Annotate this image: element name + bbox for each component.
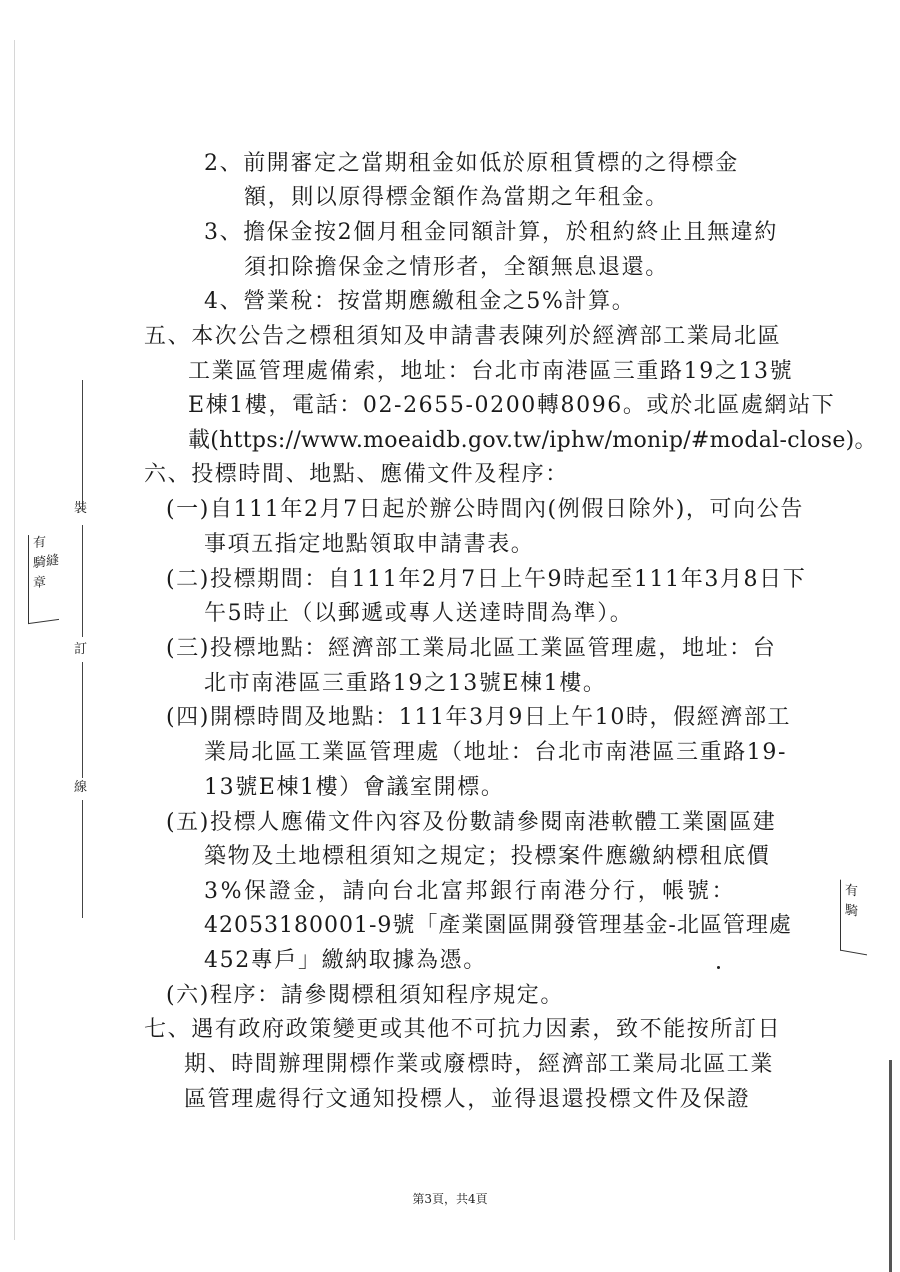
section-6-5-line-2: 築物及土地標租須知之規定；投標案件應繳納標租底價 [204,844,771,869]
binding-line [82,800,83,918]
binding-mark-top: 裝 [74,501,88,516]
seam-stamp-left-text: 騎縫 [33,552,60,572]
section-6-5-line-3: 3%保證金，請向台北富邦銀行南港分行，帳號： [204,879,737,904]
section-7-line-1: 七、遇有政府政策變更或其他不可抗力因素，致不能按所訂日 [144,1017,782,1042]
seam-stamp-right-text: 騎 [845,902,859,920]
seam-stamp-right-text: 有 [845,882,859,900]
section-7-line-2: 期、時間辦理開標作業或廢標時，經濟部工業局北區工業 [184,1052,775,1077]
seam-stamp-left [28,531,59,624]
section-5-line-3: E棟1樓，電話：02-2655-0200轉8096。或於北區處網站下 [188,393,836,418]
binding-line [82,662,83,778]
item-3-line-2: 須扣除擔保金之情形者，全額無息退還。 [244,255,669,280]
section-6-4-line-1: (四)開標時間及地點：111年3月9日上午10時，假經濟部工 [166,705,792,730]
seam-stamp-left-text: 有 [33,534,47,552]
section-6-5-line-4: 42053180001-9號「產業園區開發管理基金-北區管理處 [204,913,792,938]
binding-mark-bottom: 線 [74,780,88,795]
section-6-2-line-2: 午5時止（以郵遞或專人送達時間為準）。 [204,601,634,626]
seam-stamp-left-text: 章 [33,574,47,592]
binding-line [82,525,83,637]
page-footer: 第3頁，共4頁 [412,1192,488,1206]
section-5-line-4: 載(https://www.moeaidb.gov.tw/iphw/monip/#modal-close)。 [188,428,877,453]
section-6-6-line-1: (六)程序：請參閱標租須知程序規定。 [166,983,564,1008]
scan-edge-right [889,1060,892,1272]
binding-mark-middle: 訂 [74,642,88,657]
item-3-line-1: 3、擔保金按2個月租金同額計算，於租約終止且無違約 [204,220,778,245]
section-6-4-line-3: 13號E棟1樓）會議室開標。 [204,775,505,800]
section-7-line-3: 區管理處得行文通知投標人，並得退還投標文件及保證 [184,1087,751,1112]
section-6-3-line-2: 北市南港區三重路19之13號E棟1樓。 [204,671,607,696]
section-6-heading: 六、投標時間、地點、應備文件及程序： [144,462,569,487]
section-6-1-line-2: 事項五指定地點領取申請書表。 [204,532,535,557]
section-5-line-1: 五、本次公告之標租須知及申請書表陳列於經濟部工業局北區 [144,324,782,349]
section-6-4-line-2: 業局北區工業區管理處（地址：台北市南港區三重路19- [204,740,788,765]
item-2-line-2: 額，則以原得標金額作為當期之年租金。 [244,185,669,210]
item-2-line-1: 2、前開審定之當期租金如低於原租賃標的之得標金 [204,151,739,176]
seam-stamp-right [840,880,867,956]
section-6-5-line-5: 452專戶」繳納取據為憑。 [204,948,487,973]
section-6-3-line-1: (三)投標地點：經濟部工業局北區工業區管理處，地址：台 [166,636,777,661]
item-4-line-1: 4、營業稅：按當期應繳租金之5%計算。 [204,289,636,314]
section-6-5-line-1: (五)投標人應備文件內容及份數請參閱南港軟體工業園區建 [166,810,777,835]
scan-edge-left [14,40,15,1240]
section-6-1-line-1: (一)自111年2月7日起於辦公時間內(例假日除外)，可向公告 [166,497,804,522]
section-5-line-2: 工業區管理處備索，地址：台北市南港區三重路19之13號 [188,359,794,384]
binding-line [82,380,83,510]
scan-speck [717,966,720,969]
section-6-2-line-1: (二)投標期間：自111年2月7日上午9時起至111年3月8日下 [166,567,807,592]
